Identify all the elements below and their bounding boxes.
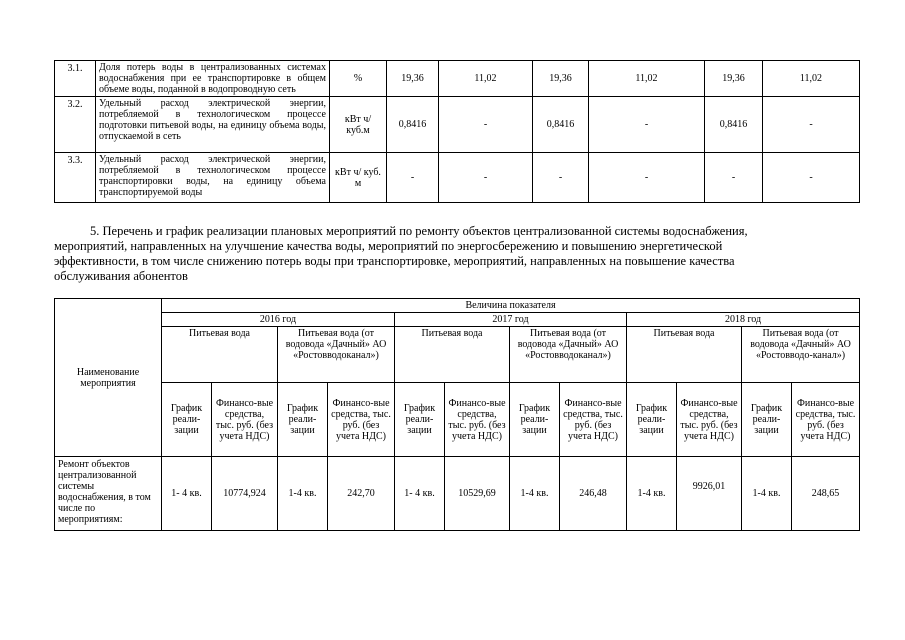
indicator-value: 0,8416 <box>387 97 439 153</box>
indicator-unit: кВт ч/ куб.м <box>330 97 387 153</box>
plan-header-row <box>55 383 860 457</box>
group-header: Питьевая вода <box>162 327 278 383</box>
indicator-value: 0,8416 <box>705 97 763 153</box>
finance-header: Финансо-вые средства, тыс. руб. (без учета НДС) <box>560 383 627 457</box>
activity-name: Ремонт объектов централизованной системы водоснабжения, в том числе по мероприятиям: <box>55 457 162 531</box>
indicator-value: - <box>439 97 533 153</box>
schedule-value: 1-4 кв. <box>742 457 792 531</box>
indicator-row <box>55 153 860 203</box>
indicator-value: - <box>533 153 589 203</box>
indicator-value: 19,36 <box>705 61 763 97</box>
group-header: Питьевая вода (от водовода «Дачный» АО «Ростовводоканал») <box>510 327 627 383</box>
finance-value: 248,65 <box>792 457 860 531</box>
group-header: Питьевая вода <box>395 327 510 383</box>
finance-header: Финансо-вые средства, тыс. руб. (без учета НДС) <box>212 383 278 457</box>
indicator-number: 3.2. <box>55 97 96 153</box>
indicator-value: 19,36 <box>387 61 439 97</box>
finance-value: 10529,69 <box>445 457 510 531</box>
finance-value: 10774,924 <box>212 457 278 531</box>
finance-header: Финансо-вые средства, тыс. руб. (без учета НДС) <box>792 383 860 457</box>
indicator-value: 11,02 <box>763 61 860 97</box>
schedule-header: График реали-зации <box>278 383 328 457</box>
table-row <box>55 457 860 531</box>
year-header: 2016 год <box>162 313 395 327</box>
indicator-value: - <box>705 153 763 203</box>
plan-header-row <box>55 299 860 313</box>
value-header: Величина показателя <box>162 299 860 313</box>
schedule-header: График реали-зации <box>510 383 560 457</box>
indicator-name: Доля потерь воды в централизованных системах водоснабжения при ее транспортировке в общем объеме воды, поданной в водопроводную сеть <box>96 61 330 97</box>
finance-header: Финансо-вые средства, тыс. руб. (без учета НДС) <box>328 383 395 457</box>
schedule-header: График реали-зации <box>627 383 677 457</box>
schedule-value: 1-4 кв. <box>627 457 677 531</box>
indicator-unit: % <box>330 61 387 97</box>
indicator-value: - <box>589 153 705 203</box>
plan-header-row <box>55 327 860 383</box>
finance-value: 9926,01 <box>677 457 742 531</box>
indicator-row <box>55 97 860 153</box>
paragraph-line: эффективности, в том числе снижению потерь воды при транспортировке, мероприятий, направленных на повышение качества <box>54 254 735 268</box>
indicator-value: - <box>439 153 533 203</box>
year-header: 2017 год <box>395 313 627 327</box>
indicator-value: 0,8416 <box>533 97 589 153</box>
indicator-value: - <box>763 153 860 203</box>
finance-value: 242,70 <box>328 457 395 531</box>
finance-header: Финансо-вые средства, тыс. руб. (без учета НДС) <box>445 383 510 457</box>
group-header: Питьевая вода (от водовода «Дачный» АО «Ростовводо-канал») <box>742 327 860 383</box>
indicators-table <box>54 60 860 203</box>
paragraph-line: обслуживания абонентов <box>54 269 188 283</box>
finance-header: Финансо-вые средства, тыс. руб. (без учета НДС) <box>677 383 742 457</box>
schedule-header: График реали-зации <box>162 383 212 457</box>
indicator-value: - <box>387 153 439 203</box>
indicator-unit: кВт ч/ куб. м <box>330 153 387 203</box>
paragraph-line: мероприятий, направленных на улучшение качества воды, мероприятий по энергосбережению и повышению энергетической <box>54 239 723 253</box>
indicator-value: 11,02 <box>439 61 533 97</box>
indicator-number: 3.3. <box>55 153 96 203</box>
finance-value: 246,48 <box>560 457 627 531</box>
section-paragraph <box>54 224 859 284</box>
indicator-value: 11,02 <box>589 61 705 97</box>
name-column-header: Наименование мероприятия <box>55 299 162 457</box>
indicator-number: 3.1. <box>55 61 96 97</box>
plan-header-row <box>55 313 860 327</box>
schedule-header: График реали-зации <box>395 383 445 457</box>
indicator-value: 19,36 <box>533 61 589 97</box>
indicator-value: - <box>589 97 705 153</box>
schedule-value: 1-4 кв. <box>278 457 328 531</box>
year-header: 2018 год <box>627 313 860 327</box>
paragraph-line: 5. Перечень и график реализации плановых мероприятий по ремонту объектов централизованной системы водоснабжения, <box>90 224 748 238</box>
schedule-value: 1-4 кв. <box>510 457 560 531</box>
group-header: Питьевая вода (от водовода «Дачный» АО «Ростовводоканал») <box>278 327 395 383</box>
schedule-value: 1- 4 кв. <box>162 457 212 531</box>
indicator-value: - <box>763 97 860 153</box>
indicator-name: Удельный расход электрической энергии, потребляемой в технологическом процессе подготовки питьевой воды, на единицу объема воды, отпускаемой в сеть <box>96 97 330 153</box>
indicator-name: Удельный расход электрической энергии, потребляемой в технологическом процессе транспортировки воды, на единицу объема транспортируемой воды <box>96 153 330 203</box>
plan-table <box>54 298 860 531</box>
indicator-row <box>55 61 860 97</box>
group-header: Питьевая вода <box>627 327 742 383</box>
schedule-header: График реали-зации <box>742 383 792 457</box>
schedule-value: 1- 4 кв. <box>395 457 445 531</box>
